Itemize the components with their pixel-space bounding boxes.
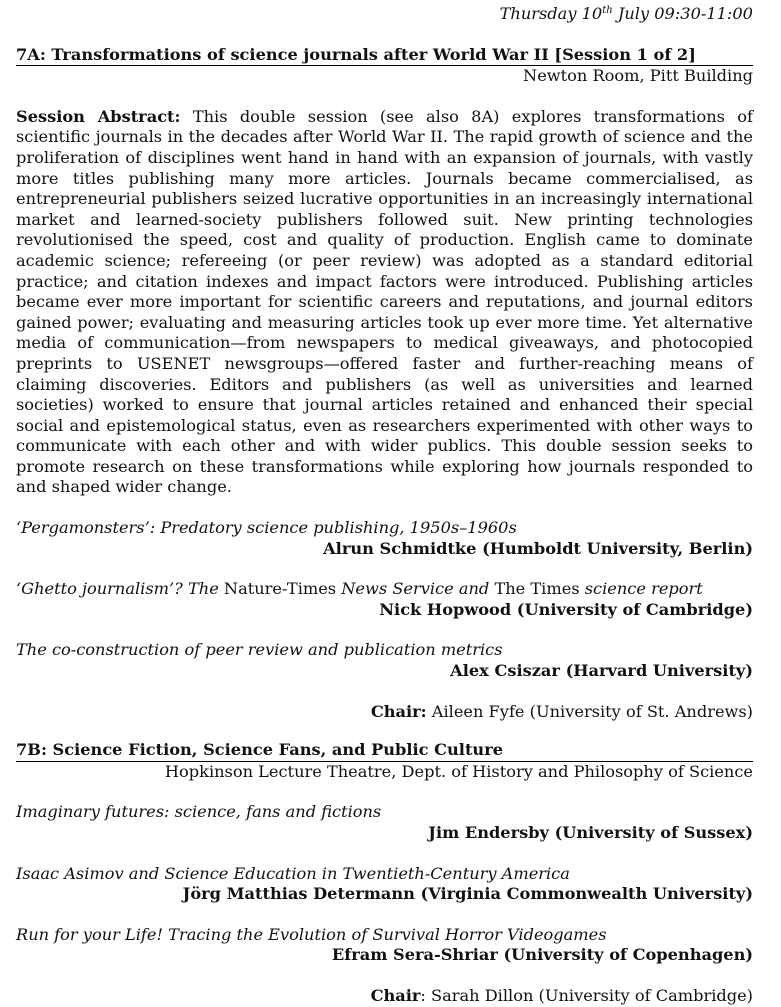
abstract-label: Session Abstract: <box>16 106 181 126</box>
session-7a-venue: Newton Room, Pitt Building <box>16 65 753 87</box>
talk-speaker: Jim Endersby (University of Sussex) <box>428 823 753 842</box>
session-7a-abstract <box>16 107 753 498</box>
talk-title: Run for your Life! Tracing the Evolution of Survival Horror Videogames <box>16 924 607 944</box>
session-7b-chair: Chair: Sarah Dillon (University of Cambridge) <box>370 985 753 1005</box>
talk-speaker: Alex Csiszar (Harvard University) <box>450 661 753 681</box>
date-ordinal-suffix: th <box>602 5 613 16</box>
talk-speaker: Jörg Matthias Determann (Virginia Commonwealth University) <box>182 884 753 904</box>
talk-title: ‘Ghetto journalism’? The Nature-Times News Service and The Times science report <box>16 579 703 599</box>
session-7b-venue: Hopkinson Lecture Theatre, Dept. of History and Philosophy of Science <box>16 761 753 783</box>
talk-title: The co-construction of peer review and publication metrics <box>16 640 503 660</box>
abstract-text: This double session (see also 8A) explores transformations of scientific journals in the decades after World War II. The rapid growth of science and the proliferation of disciplines went hand in hand with an expansion of journals, with vastly more titles publishing many more articles. Journals became commercialised, as entrepreneurial publishers seized lucrative opportunities in an increasingly international market and learned-society publishers followed suit. New printing technologies revolutionised the speed, cost and quality of production. English came to dominate academic science; refereeing (or peer review) was adopted as a standard editorial practice; and citation indexes and impact factors were introduced. Publishing articles became ever more important for scientific careers and reputations, and journal editors gained power; evaluating and measuring articles took up ever more time. Yet alternative media of communication—from newspapers to medical giveaways, and photocopied preprints to USENET newsgroups—offered faster and further-reaching means of claiming discoveries. Editors and publishers (as well as universities and learned societies) worked to ensure that journal articles retained and enhanced their special social and epistemological status, even as researchers experimented with other ways to communicate with each other and with wider publics. This double session seeks to promote research on these transformations while exploring how journals responded to and shaped wider change. <box>16 106 753 497</box>
talk-speaker: Nick Hopwood (University of Cambridge) <box>379 599 753 619</box>
session-date-time: Thursday 10th July 09:30-11:00 <box>499 4 753 23</box>
talk-title: Imaginary futures: science, fans and fictions <box>16 802 382 822</box>
talk-title: Isaac Asimov and Science Education in Twentieth-Century America <box>16 863 570 883</box>
talk-speaker: Alrun Schmidtke (Humboldt University, Berlin) <box>323 538 753 558</box>
talk-speaker: Efram Sera-Shriar (University of Copenhagen) <box>331 945 753 965</box>
talk-title: ‘Pergamonsters’: Predatory science publishing, 1950s–1960s <box>16 518 517 538</box>
session-7a-chair: Chair: Aileen Fyfe (University of St. Andrews) <box>370 701 753 721</box>
session-7a-title: 7A: Transformations of science journals after World War II [Session 1 of 2] <box>16 44 696 64</box>
session-7b-title: 7B: Science Fiction, Science Fans, and Public Culture <box>16 740 504 760</box>
